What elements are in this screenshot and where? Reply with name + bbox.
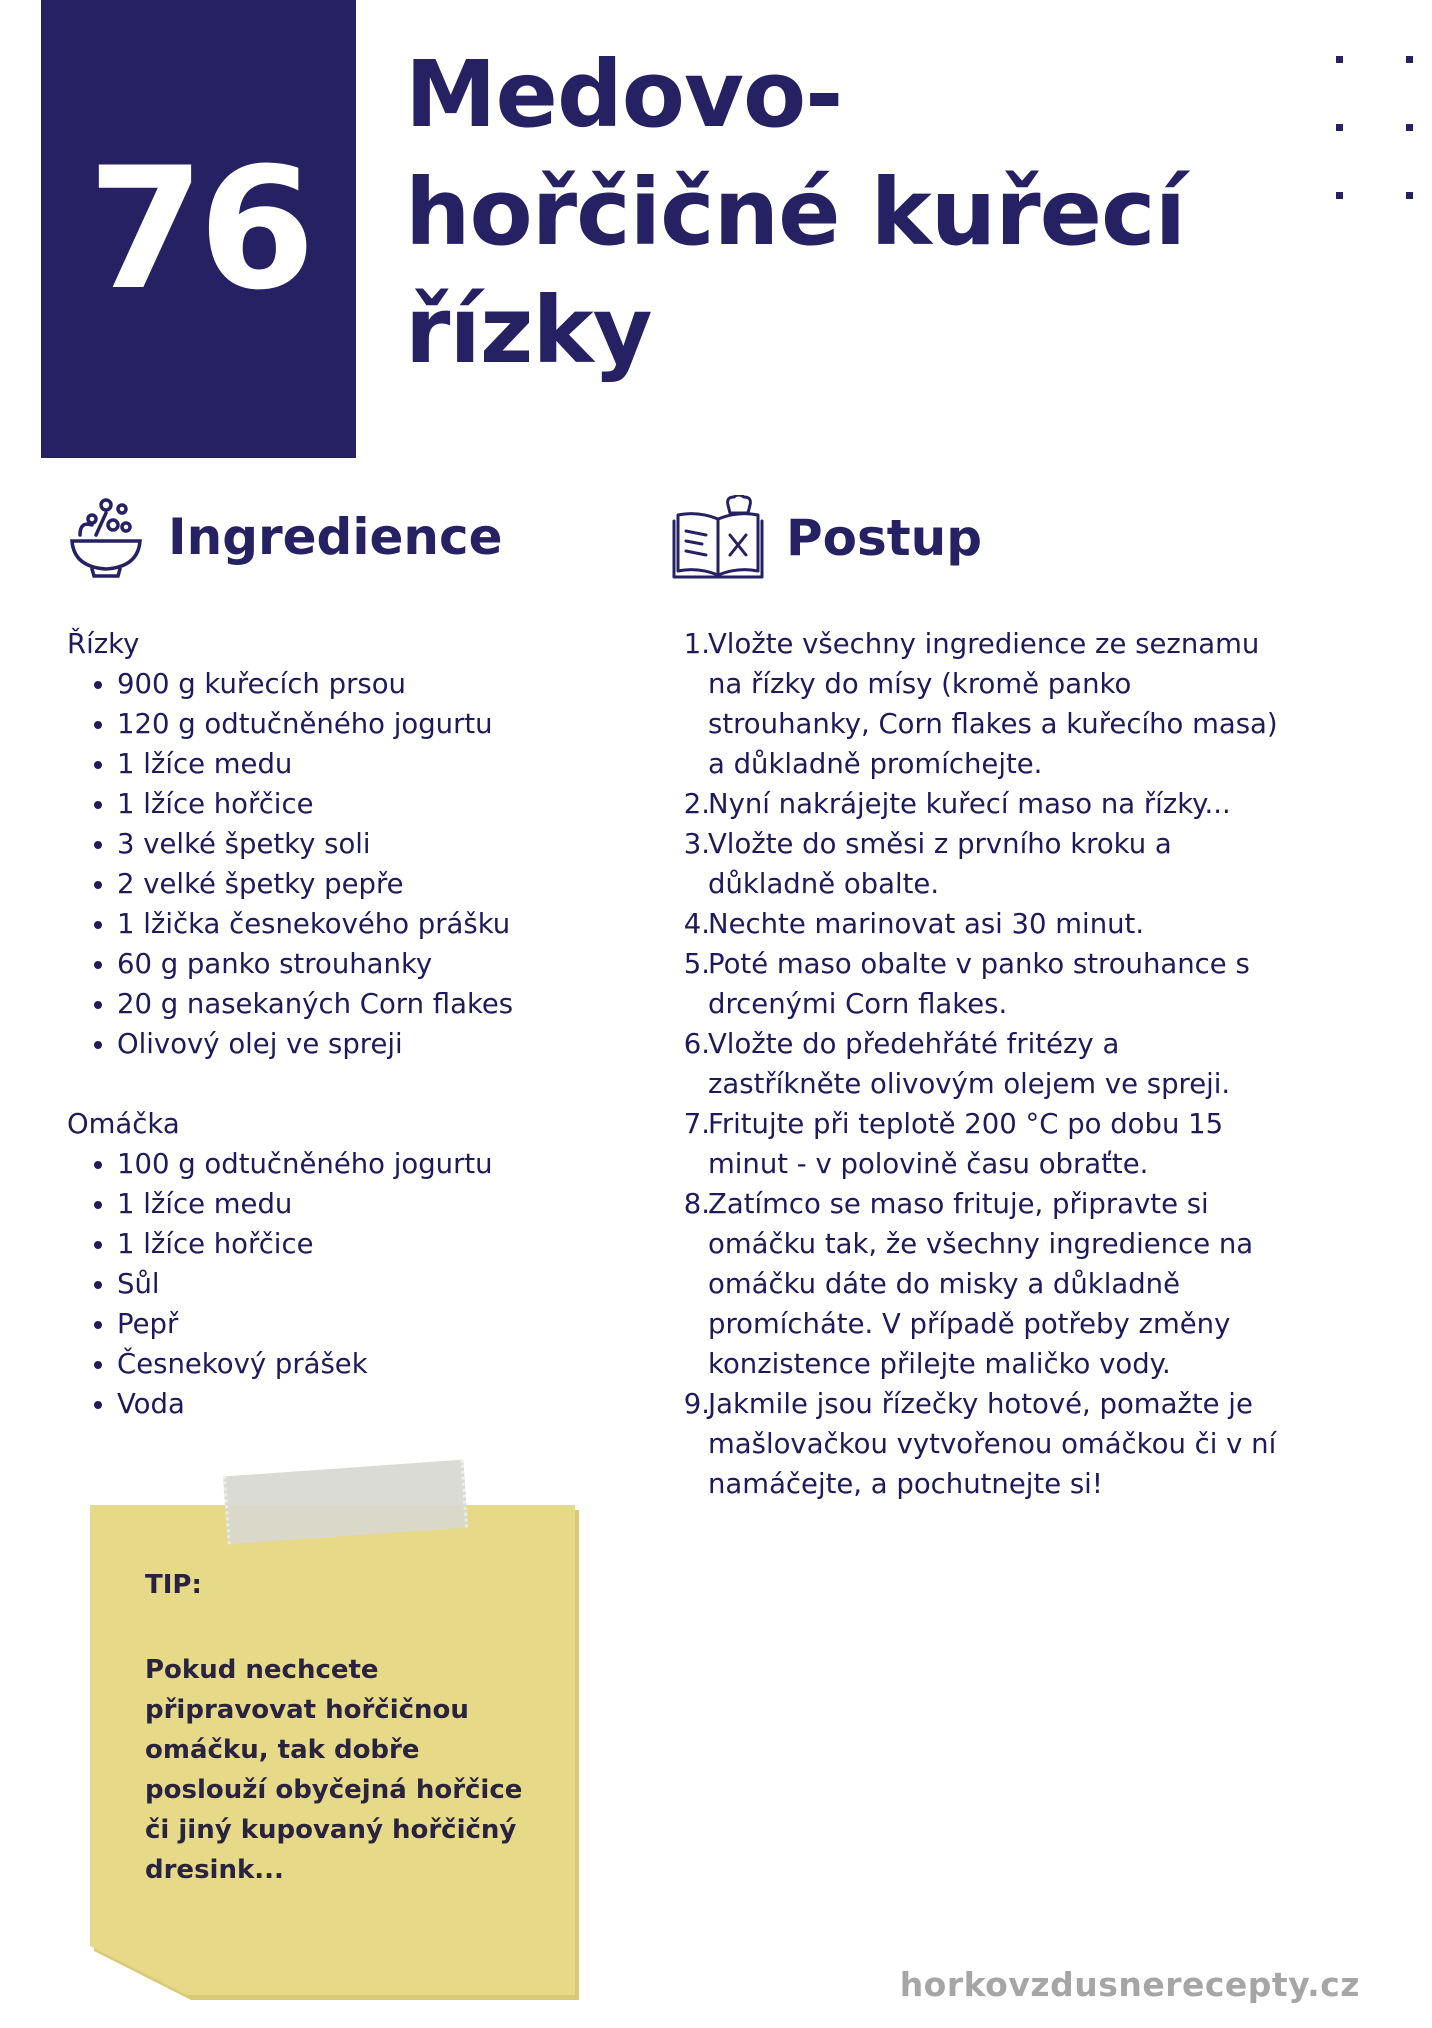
step-line: Zatímco se maso frituje, připravte si [708, 1188, 1209, 1220]
list-item: Voda [117, 1384, 627, 1424]
list-item: Pepř [117, 1304, 627, 1344]
procedure-title: Postup [786, 509, 983, 567]
step-number: 8. [683, 1188, 710, 1220]
step-line: promícháte. V případě potřeby změny [708, 1308, 1231, 1340]
list-item: 1 lžíce hořčice [117, 1224, 627, 1264]
step-line: Vložte do předehřáté fritézy a [708, 1028, 1120, 1060]
list-item: 120 g odtučněného jogurtu [117, 704, 627, 744]
procedure-heading [672, 495, 982, 581]
step-line: mašlovačkou vytvořenou omáčkou či v ní [708, 1428, 1277, 1460]
list-item: 2 velké špetky pepře [117, 864, 627, 904]
ingredients-title: Ingredience [168, 508, 503, 566]
tip-text [145, 1650, 565, 1890]
step-line: Fritujte při teplotě 200 °C po dobu 15 [708, 1108, 1224, 1140]
tip-line: připravovat hořčičnou [145, 1695, 469, 1725]
list-item: 1 lžička česnekového prášku [117, 904, 627, 944]
title-line: Medovo- [405, 41, 843, 148]
list-item: 60 g panko strouhanky [117, 944, 627, 984]
step-line: Jakmile jsou řízečky hotové, pomažte je [708, 1388, 1253, 1420]
step-number: 5. [683, 948, 710, 980]
step-line: namáčejte, a pochutnejte si! [708, 1468, 1103, 1500]
step-line: drcenými Corn flakes. [708, 988, 1008, 1020]
step-line: důkladně obalte. [708, 868, 940, 900]
procedure-steps [680, 624, 1320, 1504]
step-item [680, 1384, 1320, 1504]
ingredients-list [67, 624, 627, 1424]
step-number: 2. [683, 788, 710, 820]
step-item [680, 784, 1320, 824]
step-line: a důkladně promíchejte. [708, 748, 1043, 780]
list-item: 900 g kuřecích prsou [117, 664, 627, 704]
step-line: na řízky do mísy (kromě panko [708, 668, 1132, 700]
website-footer[interactable]: horkovzdusnerecepty.cz [899, 1965, 1360, 2004]
step-line: minut - v polovině času obraťte. [708, 1148, 1149, 1180]
step-line: Poté maso obalte v panko strouhance s [708, 948, 1250, 980]
recipe-number-block [41, 0, 356, 458]
step-item [680, 904, 1320, 944]
step-line: zastříkněte olivovým olejem ve spreji. [708, 1068, 1231, 1100]
tip-line: či jiný kupovaný hořčičný [145, 1815, 517, 1845]
recipe-title [405, 36, 1325, 390]
step-line: strouhanky, Corn flakes a kuřecího masa) [708, 708, 1278, 740]
step-number: 3. [683, 828, 710, 860]
step-item [680, 624, 1320, 784]
list-item: Sůl [117, 1264, 627, 1304]
list-item: 1 lžíce medu [117, 744, 627, 784]
tip-line: poslouží obyčejná hořčice [145, 1775, 523, 1805]
step-line: omáčku tak, že všechny ingredience na [708, 1228, 1254, 1260]
list-item: 20 g nasekaných Corn flakes [117, 984, 627, 1024]
recipe-book-chef-hat-icon [672, 495, 764, 581]
step-number: 9. [683, 1388, 710, 1420]
step-item [680, 824, 1320, 904]
tip-line: omáčku, tak dobře [145, 1735, 420, 1765]
step-item [680, 944, 1320, 1024]
step-number: 4. [683, 908, 710, 940]
title-line: řízky [405, 277, 652, 384]
list-item: 100 g odtučněného jogurtu [117, 1144, 627, 1184]
step-line: omáčku dáte do misky a důkladně [708, 1268, 1181, 1300]
tip-line: dresink... [145, 1855, 284, 1885]
step-item [680, 1024, 1320, 1104]
ingredient-group-title: Řízky [67, 628, 140, 660]
list-item: Česnekový prášek [117, 1344, 627, 1384]
step-line: Nechte marinovat asi 30 minut. [708, 908, 1145, 940]
step-line: konzistence přilejte maličko vody. [708, 1348, 1171, 1380]
step-item [680, 1184, 1320, 1384]
step-line: Nyní nakrájejte kuřecí maso na řízky... [708, 788, 1231, 820]
step-line: Vložte do směsi z prvního kroku a [708, 828, 1172, 860]
step-line: Vložte všechny ingredience ze seznamu [708, 628, 1260, 660]
title-line: hořčičné kuřecí [405, 159, 1186, 266]
decorative-dots [1336, 56, 1416, 206]
ingredient-group-omacka [67, 1144, 627, 1424]
list-item: 1 lžíce hořčice [117, 784, 627, 824]
ingredients-heading [66, 495, 503, 579]
ingredient-group-rizky [67, 664, 627, 1064]
tip-label: TIP: [145, 1570, 202, 1600]
step-number: 1. [683, 628, 710, 660]
salad-bowl-icon [66, 495, 146, 579]
tip-line: Pokud nechcete [145, 1655, 379, 1685]
step-number: 7. [683, 1108, 710, 1140]
recipe-number: 76 [87, 131, 310, 327]
list-item: 1 lžíce medu [117, 1184, 627, 1224]
step-number: 6. [683, 1028, 710, 1060]
list-item: 3 velké špetky soli [117, 824, 627, 864]
step-item [680, 1104, 1320, 1184]
list-item: Olivový olej ve spreji [117, 1024, 627, 1064]
ingredient-group-title: Omáčka [67, 1108, 180, 1140]
